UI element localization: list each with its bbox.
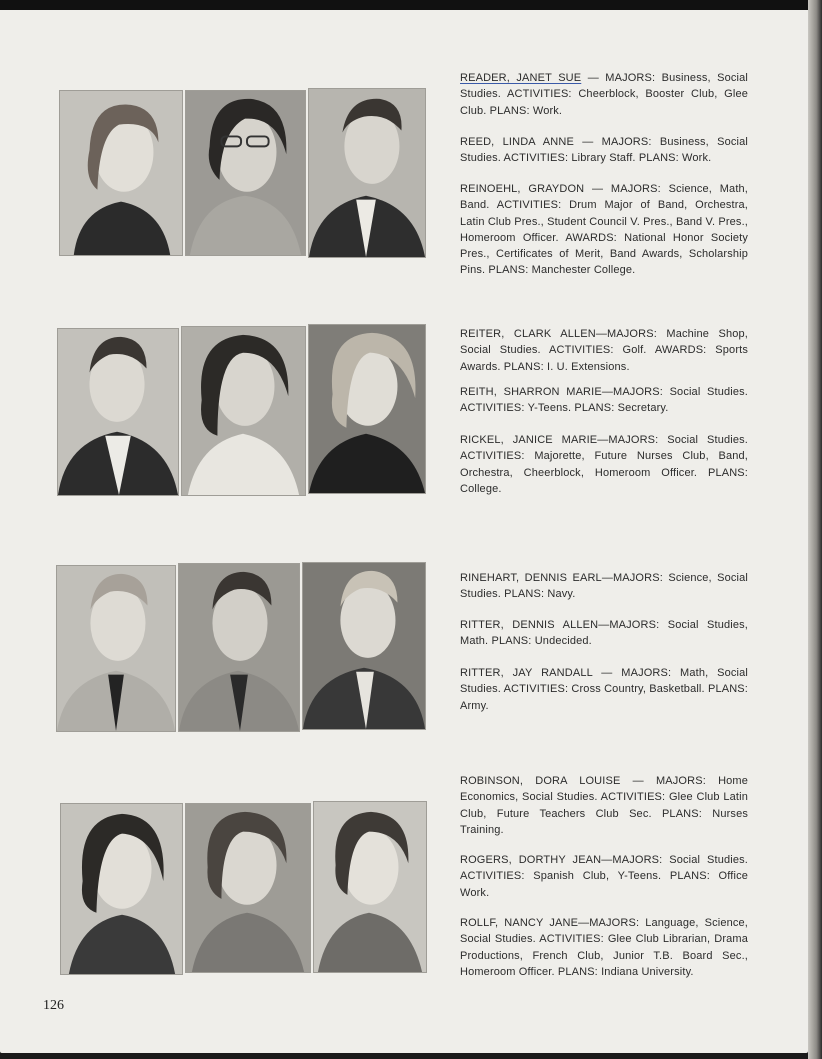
entry-ritter-jay bbox=[460, 665, 748, 714]
entry-robinson-dora bbox=[460, 773, 748, 838]
student-details: MAJORS: Social Studies. ACTIVITIES: Majorette, Future Nurses Club, Band, Orchestra, Cheerblock, Homeroom Officer. PLANS: College. bbox=[460, 434, 748, 495]
separator: — bbox=[592, 667, 622, 679]
student-name: RITTER, DENNIS ALLEN bbox=[460, 619, 599, 631]
separator: — bbox=[598, 619, 610, 631]
student-name: ROLLF, NANCY JANE bbox=[460, 917, 579, 929]
portrait-rinehart-dennis bbox=[56, 565, 176, 732]
student-details: MAJORS: Language, Science, Social Studies. ACTIVITIES: Glee Club Librarian, Drama Productions, French Club, Junior T.B. Board Sec., Homeroom Officer. PLANS: Indiana University. bbox=[460, 917, 748, 978]
student-name: RINEHART, DENNIS EARL bbox=[460, 572, 602, 584]
separator: — bbox=[573, 136, 602, 148]
student-details: MAJORS: Business, Social Studies. ACTIVITIES: Cheerblock, Booster Club, Glee Club. PLANS: Work. bbox=[460, 72, 748, 117]
student-details: MAJORS: Machine Shop, Social Studies. ACTIVITIES: Golf. AWARDS: Sports Awards. PLANS: I. U. Extensions. bbox=[460, 328, 749, 373]
book-spine-shadow bbox=[808, 0, 822, 1059]
student-details: MAJORS: Math, Social Studies. ACTIVITIES: Cross Country, Basketball. PLANS: Army. bbox=[460, 667, 748, 712]
separator: — bbox=[578, 917, 590, 929]
portrait-reinoehl-graydon bbox=[308, 88, 426, 258]
portrait-rollf-nancy bbox=[313, 801, 427, 973]
student-details: MAJORS: Home Economics, Social Studies. ACTIVITIES: Glee Club Latin Club, Future Teachers Club Sec. PLANS: Nurses Training. bbox=[460, 775, 749, 836]
student-details: MAJORS: Science, Math, Band. ACTIVITIES: Drum Major of Band, Orchestra, Latin Club Pres., Student Council V. Pres., Band V. Pres., Homeroom Officer. AWARDS: National Honor Society Pres., Certificates of Merit, Band Awards, Scholarship Pins. PLANS: Manchester College. bbox=[460, 183, 748, 277]
portrait-reith-sharron bbox=[181, 326, 306, 496]
separator: — bbox=[601, 854, 613, 866]
entry-rinehart-dennis bbox=[460, 570, 748, 603]
separator: — bbox=[620, 775, 656, 787]
entry-rogers-dorthy bbox=[460, 852, 748, 901]
student-name: ROBINSON, DORA LOUISE bbox=[460, 775, 621, 787]
student-details: MAJORS: Business, Social Studies. ACTIVITIES: Library Staff. PLANS: Work. bbox=[460, 136, 748, 165]
student-name: READER, JANET SUE bbox=[460, 72, 582, 84]
separator: — bbox=[595, 328, 607, 340]
separator: — bbox=[581, 72, 606, 84]
student-details: MAJORS: Social Studies, Math. PLANS: Undecided. bbox=[460, 619, 748, 648]
page-number: 126 bbox=[43, 998, 64, 1013]
scan-top-edge bbox=[0, 0, 822, 10]
student-name: REITH, SHARRON MARIE bbox=[460, 386, 602, 398]
entry-rickel-janice bbox=[460, 432, 748, 497]
portrait-rogers-dorthy bbox=[185, 803, 311, 973]
portrait-reader-janet bbox=[59, 90, 183, 256]
separator: — bbox=[601, 572, 613, 584]
student-details: MAJORS: Social Studies. ACTIVITIES: Spanish Club, Y-Teens. PLANS: Office Work. bbox=[460, 854, 748, 899]
portrait-rickel-janice bbox=[308, 324, 426, 494]
student-details: MAJORS: Social Studies. ACTIVITIES: Y-Teens. PLANS: Secretary. bbox=[460, 386, 748, 415]
student-name: REITER, CLARK ALLEN bbox=[460, 328, 596, 340]
student-details: MAJORS: Science, Social Studies. PLANS: Navy. bbox=[460, 572, 748, 601]
entry-reith-sharron bbox=[460, 384, 748, 417]
portrait-reed-linda bbox=[185, 90, 306, 256]
entry-reiter-clark bbox=[460, 326, 748, 375]
separator: — bbox=[597, 434, 609, 446]
portrait-ritter-dennis bbox=[178, 563, 300, 732]
separator: — bbox=[584, 183, 611, 195]
portrait-ritter-jay bbox=[302, 562, 426, 730]
student-name: RICKEL, JANICE MARIE bbox=[460, 434, 598, 446]
portrait-robinson-dora bbox=[60, 803, 183, 975]
entry-reader-janet bbox=[460, 70, 748, 119]
entry-rollf-nancy bbox=[460, 915, 748, 980]
entry-reed-linda bbox=[460, 134, 748, 167]
entry-reinoehl-graydon bbox=[460, 181, 748, 279]
student-name: REED, LINDA ANNE bbox=[460, 136, 574, 148]
portrait-reiter-clark bbox=[57, 328, 179, 496]
entry-ritter-dennis bbox=[460, 617, 748, 650]
student-name: REINOEHL, GRAYDON bbox=[460, 183, 585, 195]
student-name: RITTER, JAY RANDALL bbox=[460, 667, 593, 679]
separator: — bbox=[601, 386, 613, 398]
student-name: ROGERS, DORTHY JEAN bbox=[460, 854, 602, 866]
